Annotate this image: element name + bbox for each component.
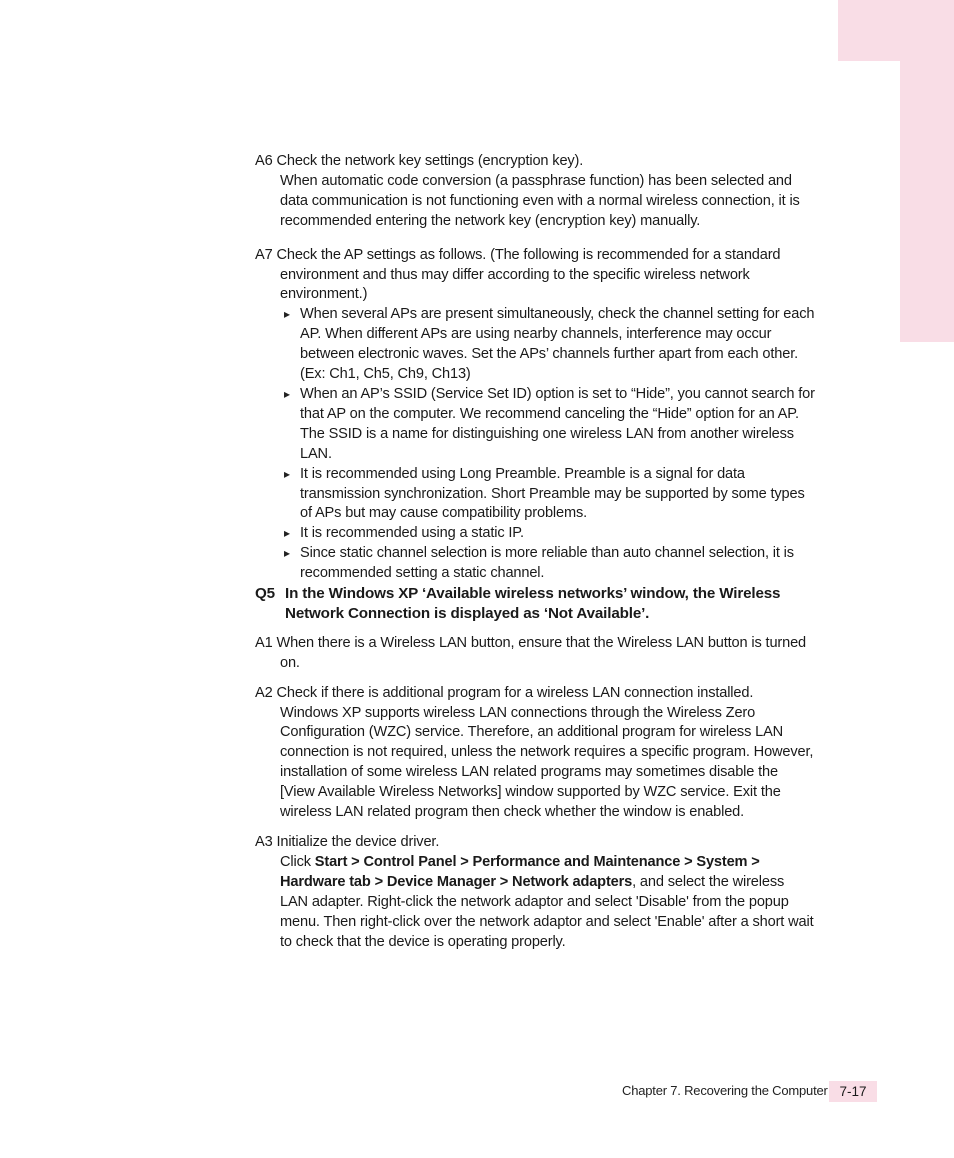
- arrow-bullet-icon: ▸: [284, 466, 290, 481]
- answer-body-text: When automatic code conversion (a passphrase function) has been selected and data communication is not functioning even with a normal wireless connection, it is recommended entering the network key (encryption key) manually.: [280, 172, 800, 229]
- answer-a7: [255, 246, 815, 306]
- answer-a6-body: [255, 172, 815, 232]
- list-item-text: When several APs are present simultaneously, check the channel setting for each AP. When different APs are using nearby channels, interference may occur between electronic waves. Set the APs’ channels further apart from each other. (Ex: Ch1, Ch5, Ch9, Ch13): [300, 306, 815, 383]
- list-item-text: It is recommended using Long Preamble. Preamble is a signal for data transmission synchronization. Short Preamble may be supported by some types of APs but may cause compatibility problems.: [300, 465, 805, 522]
- answer-a2: [255, 684, 815, 823]
- arrow-bullet-icon: ▸: [284, 386, 290, 401]
- list-item: [284, 465, 815, 525]
- answer-text: Check if there is additional program for a wireless LAN connection installed. Windows XP supports wireless LAN connections through the Wireless Zero Configuration (WZC) service. Therefore, an additional program for wireless LAN connection is not required, unless the network requires a specific program. However, installation of some wireless LAN related programs may sometimes disable the [View Available Wireless Networks] window supported by WZC service. Exit the wireless LAN related program then check whether the window is enabled.: [276, 684, 814, 821]
- answer-heading: Check the network key settings (encryption key).: [276, 153, 584, 169]
- answer-text: When there is a Wireless LAN button, ensure that the Wireless LAN button is turned on.: [276, 634, 807, 671]
- answer-a3: [255, 833, 815, 853]
- answer-label: A7: [255, 246, 273, 263]
- list-item: [284, 305, 815, 385]
- answer-heading: Check the AP settings as follows. (The following is recommended for a standard environment and thus may differ according to the specific wireless network environment.): [276, 246, 781, 303]
- answer-a1: [255, 634, 815, 674]
- page-number: 7-17: [829, 1081, 877, 1102]
- page-footer: [622, 1081, 878, 1101]
- page-content: [255, 152, 815, 952]
- answer-body-text: , and select the wireless LAN adapter. Right-click the network adaptor and select 'Disable' from the popup menu. Then right-click over the network adaptor and select 'Enable' after a short wait to check that the device is operating properly.: [280, 873, 814, 950]
- arrow-bullet-icon: ▸: [284, 526, 290, 541]
- footer-chapter-title: Chapter 7. Recovering the Computer: [622, 1083, 828, 1098]
- a7-bullet-list: [255, 305, 815, 584]
- answer-a6: [255, 152, 815, 172]
- answer-label: A2: [255, 684, 273, 701]
- question-label: Q5: [255, 585, 275, 603]
- question-q5: [255, 584, 815, 624]
- answer-label: A6: [255, 153, 273, 169]
- list-item-text: Since static channel selection is more reliable than auto channel selection, it is recommended setting a static channel.: [300, 545, 794, 582]
- list-item: [284, 385, 815, 465]
- list-item: [284, 524, 815, 544]
- answer-a3-body: [255, 853, 815, 953]
- answer-label: A1: [255, 634, 273, 651]
- chapter-tab-top-decoration: [838, 0, 954, 61]
- list-item-text: It is recommended using a static IP.: [300, 525, 524, 542]
- arrow-bullet-icon: ▸: [284, 546, 290, 561]
- answer-label: A3: [255, 834, 273, 850]
- click-word: Click: [280, 853, 311, 870]
- list-item-text: When an AP’s SSID (Service Set ID) option is set to “Hide”, you cannot search for that AP on the computer. We recommend canceling the “Hide” option for an AP. The SSID is a name for distinguishing one wireless LAN from another wireless LAN.: [300, 385, 815, 462]
- menu-path: Start > Control Panel > Performance and Maintenance > System > Hardware tab > Device Manager > Network adapters: [280, 853, 760, 890]
- arrow-bullet-icon: ▸: [284, 307, 290, 322]
- question-text: In the Windows XP ‘Available wireless networks’ window, the Wireless Network Connection is displayed as ‘Not Available’.: [285, 585, 781, 622]
- list-item: [284, 544, 815, 584]
- chapter-tab-side-decoration: [900, 61, 954, 342]
- answer-heading: Initialize the device driver.: [276, 834, 440, 850]
